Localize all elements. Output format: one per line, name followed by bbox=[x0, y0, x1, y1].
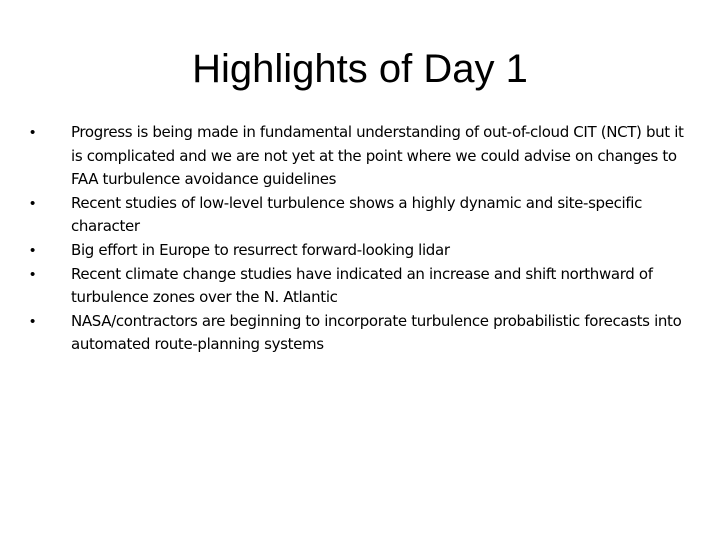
bullet-marker: • bbox=[30, 241, 35, 259]
bullet-text: NASA/contractors are beginning to incorporate turbulence probabilistic forecasts into automated route-planning systems bbox=[71, 311, 682, 354]
bullet-item bbox=[30, 192, 694, 239]
bullet-marker: • bbox=[30, 124, 35, 141]
bullet-item bbox=[30, 121, 694, 192]
bullet-item bbox=[30, 239, 694, 263]
slide-title: Highlights of Day 1 bbox=[192, 47, 528, 91]
bullet-text: Big effort in Europe to resurrect forward-looking lidar bbox=[71, 240, 450, 259]
bullet-text: Recent studies of low-level turbulence shows a highly dynamic and site-specific character bbox=[71, 193, 642, 236]
bullet-text: Recent climate change studies have indicated an increase and shift northward of turbulence zones over the N. Atlantic bbox=[71, 264, 653, 307]
bullet-marker: • bbox=[30, 265, 35, 283]
bullet-marker: • bbox=[30, 194, 35, 212]
bullet-item bbox=[30, 310, 694, 357]
bullet-marker: • bbox=[30, 312, 35, 330]
bullet-text: Progress is being made in fundamental understanding of out-of-cloud CIT (NCT) but it is complicated and we are not yet at the point where we could advise on changes to FAA turbulence avoidance guidelines bbox=[71, 123, 684, 189]
bullet-item bbox=[30, 263, 694, 310]
bullet-list bbox=[30, 121, 694, 357]
